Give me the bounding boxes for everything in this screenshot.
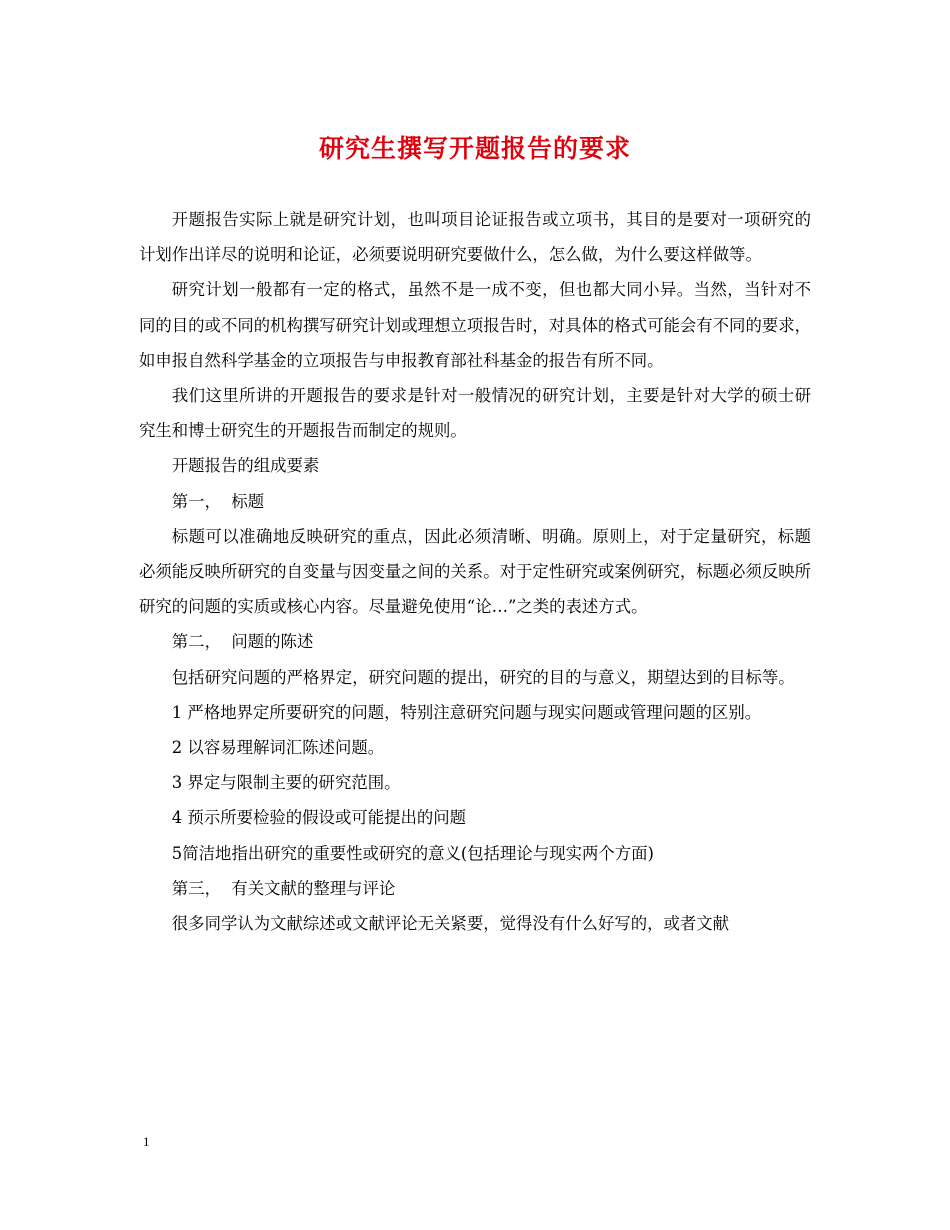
- section-heading-elements: 开题报告的组成要素: [171, 456, 320, 476]
- list-item-1: 1 严格地界定所要研究的问题，特别注意研究问题与现实问题或管理问题的区别。: [171, 702, 762, 722]
- paragraph-problem-desc: 包括研究问题的严格界定，研究问题的提出，研究的目的与意义，期望达到的目标等。: [171, 667, 795, 687]
- paragraph-title-desc: 标题可以准确地反映研究的重点，因此必须清晰、明确。原则上，对于定量研究，标题必须能反映所研究的自变量与因变量之间的关系。对于定性研究或案例研究，标题必须反映所研究的问题的实质或核心内容。尽量避免使用“论…”之类的表述方式。: [139, 526, 812, 617]
- document-body: [139, 202, 811, 941]
- list-item-5: 5简洁地指出研究的重要性或研究的意义(包括理论与现实两个方面): [171, 843, 654, 863]
- paragraph-format: 研究计划一般都有一定的格式，虽然不是一成不变，但也都大同小异。当然，当针对不同的目的或不同的机构撰写研究计划或理想立项报告时，对具体的格式可能会有不同的要求，如申报自然科学基金的立项报告与申报教育部社科基金的报告有所不同。: [139, 280, 812, 370]
- list-item-3: 3 界定与限制主要的研究范围。: [171, 773, 401, 793]
- section-heading-problem: 第二， 问题的陈述: [171, 632, 314, 652]
- paragraph-intro: 开题报告实际上就是研究计划，也叫项目论证报告或立项书，其目的是要对一项研究的计划作出详尽的说明和论证，必须要说明研究要做什么，怎么做，为什么要这样做等。: [139, 210, 811, 265]
- paragraph-scope: 我们这里所讲的开题报告的要求是针对一般情况的研究计划，主要是针对大学的硕士研究生和博士研究生的开题报告而制定的规则。: [139, 386, 811, 441]
- page-number: 1: [143, 1134, 150, 1149]
- paragraph-literature-desc: 很多同学认为文献综述或文献评论无关紧要，觉得没有什么好写的，或者文献: [171, 914, 730, 934]
- page-title: 研究生撰写开题报告的要求: [318, 134, 631, 163]
- list-item-4: 4 预示所要检验的假设或可能提出的问题: [171, 808, 467, 828]
- section-heading-literature: 第三， 有关文献的整理与评论: [171, 878, 396, 898]
- list-item-2: 2 以容易理解词汇陈述问题。: [171, 738, 385, 758]
- section-heading-title: 第一， 标题: [171, 491, 265, 511]
